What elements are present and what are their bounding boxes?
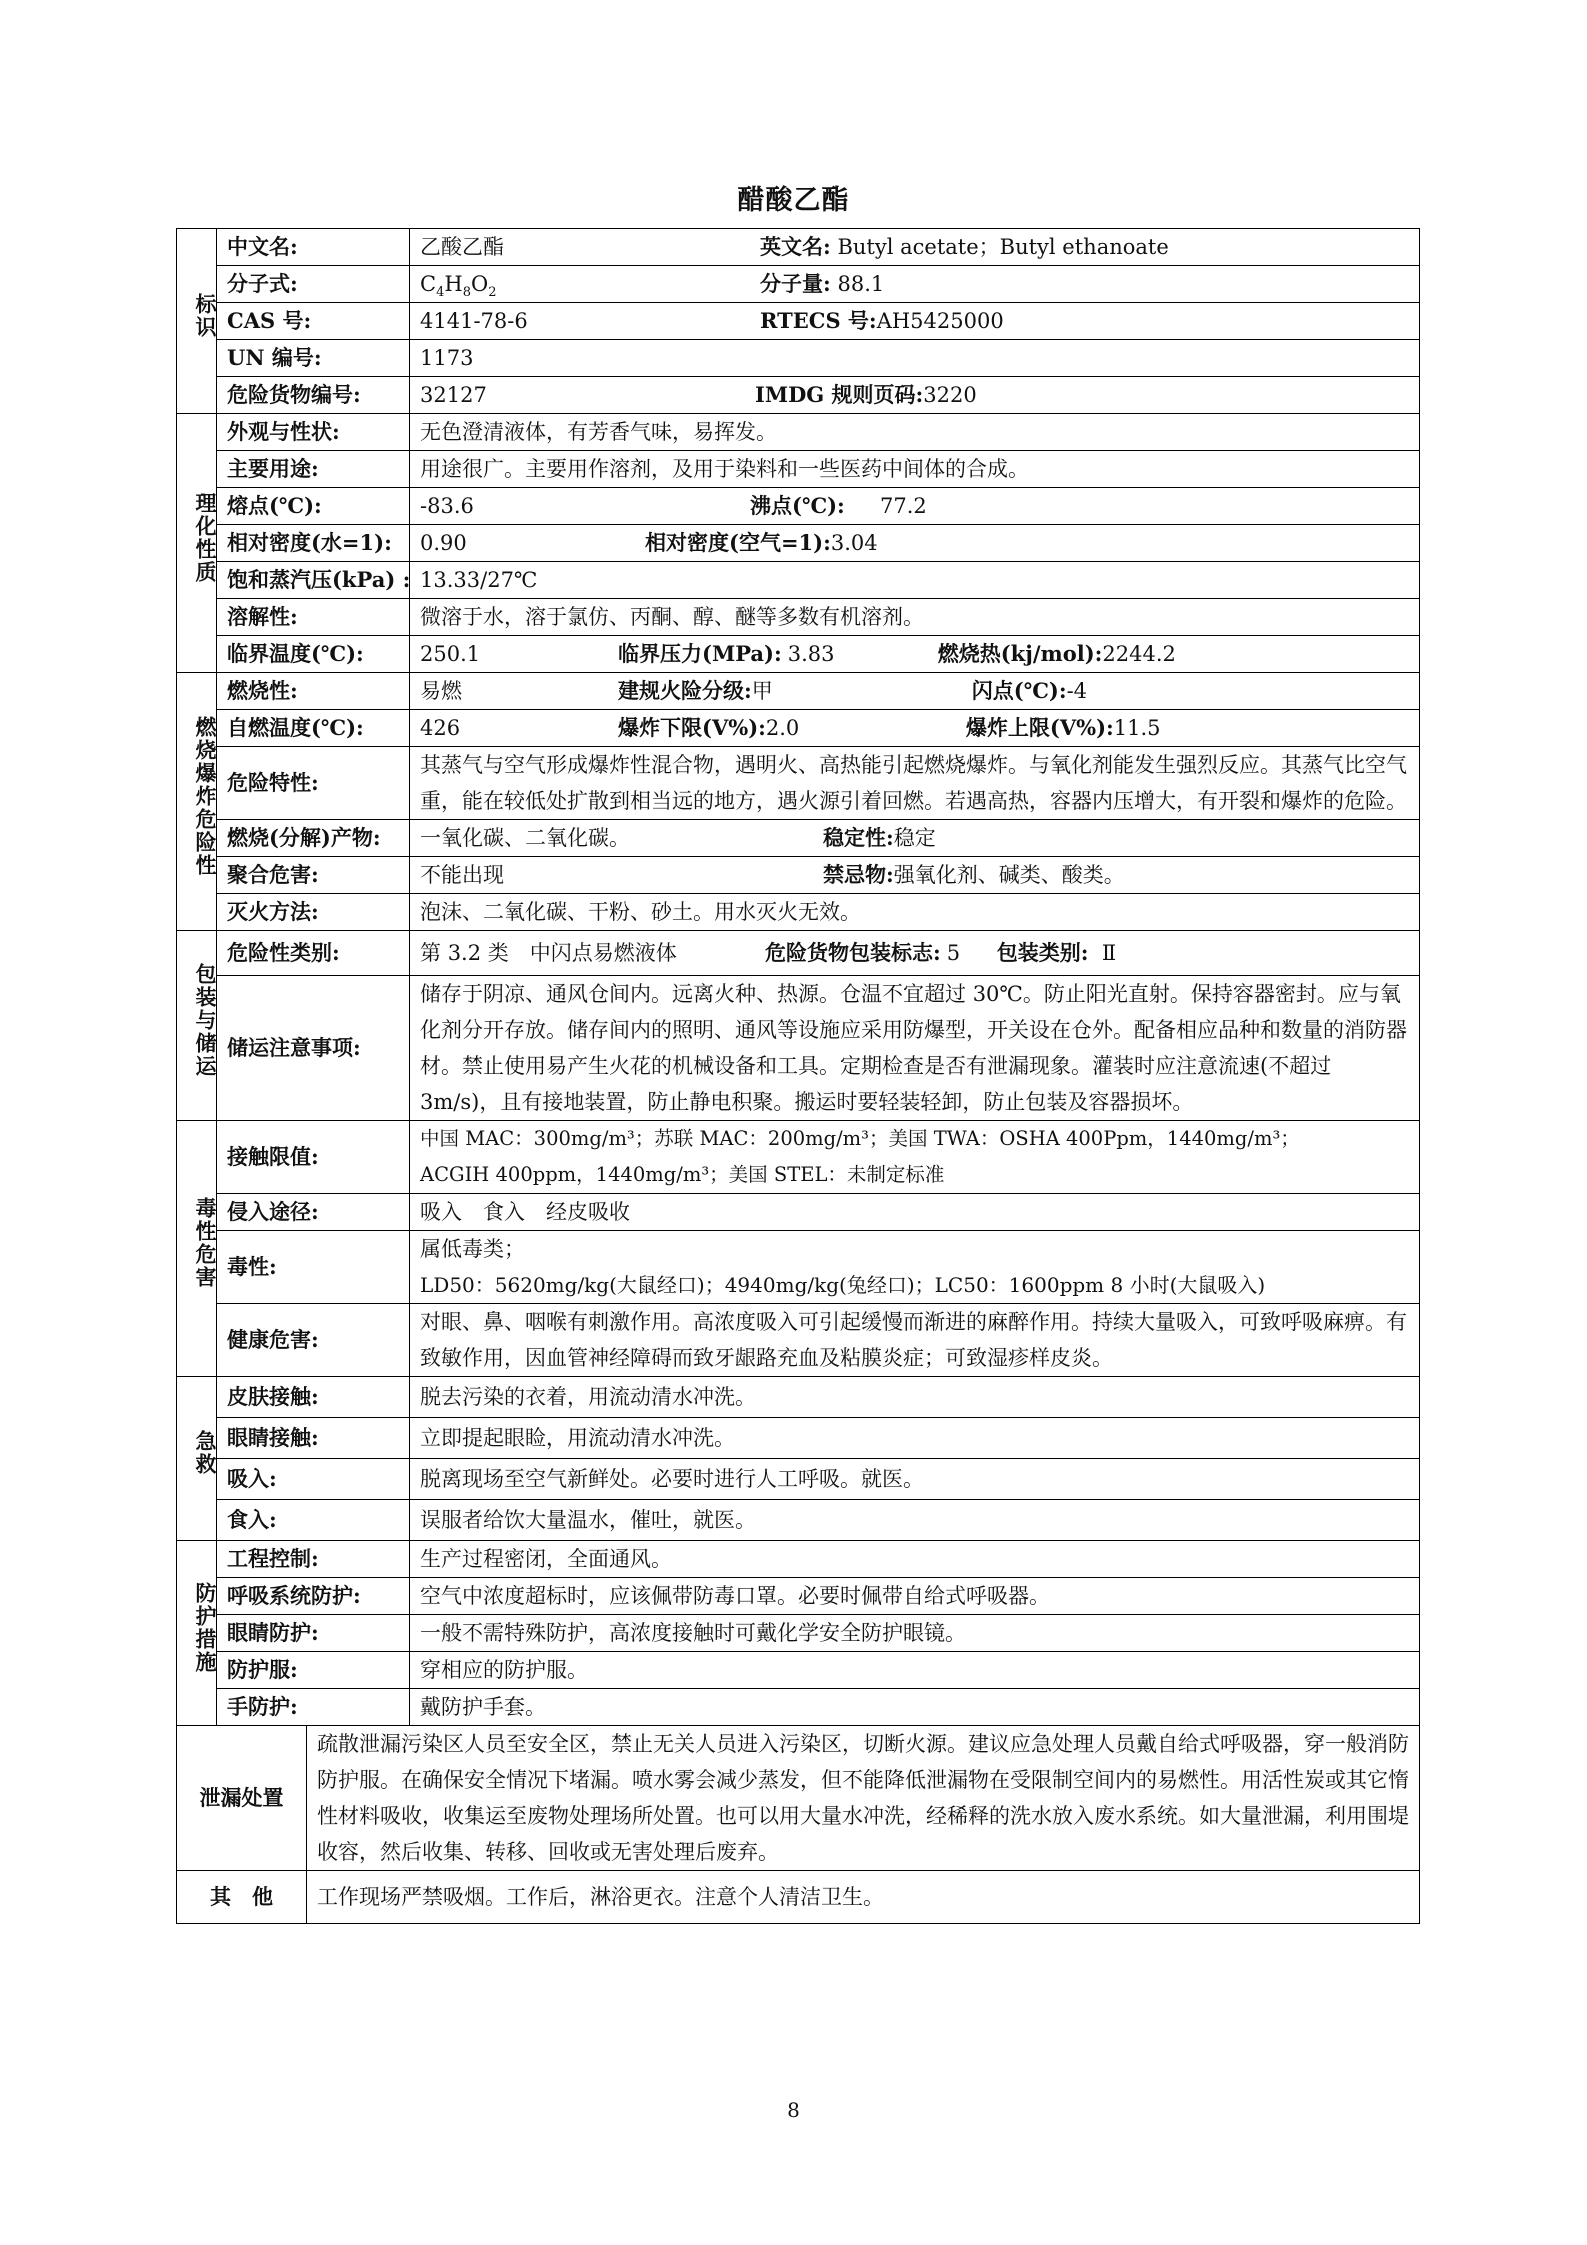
pg-value: Ⅱ [1101, 941, 1117, 965]
appearance-label: 外观与性状: [217, 414, 410, 451]
section-physical: 理化性质 [177, 414, 217, 673]
ct-label: 临界温度(℃): [217, 636, 410, 673]
mark-label: 危险货物包装标志: [765, 940, 941, 965]
poly-value: 不能出现 [420, 863, 505, 887]
incompat-value: 强氧化剂、碱类、酸类。 [893, 863, 1125, 887]
ct-value: 250.1 [420, 642, 481, 666]
inhalation-label: 吸入: [217, 1459, 410, 1500]
mw-value: 88.1 [837, 272, 885, 296]
limit-value-1: 中国 MAC：300mg/m³；苏联 MAC：200mg/m³；美国 TWA：OSHA 400Ppm，1440mg/m³； [420, 1127, 1300, 1150]
ai-label: 自燃温度(℃): [217, 710, 410, 747]
skin-value: 脱去污染的衣着，用流动清水冲洗。 [410, 1377, 1420, 1418]
section-protection: 防护措施 [177, 1541, 217, 1726]
spill-value: 疏散泄漏污染区人员至安全区，禁止无关人员进入污染区，切断火源。建议应急处理人员戴自给式呼吸器，穿一般消防防护服。在确保安全情况下堵漏。喷水雾会减少蒸发，但不能降低泄漏物在受限制空间内的易燃性。用活性炭或其它惰性材料吸收，收集运至废物处理场所处置。也可以用大量水冲洗，经稀释的洗水放入废水系统。如大量泄漏，利用围堤收容，然后收集、转移、回收或无害处理后废弃。 [307, 1726, 1420, 1871]
fp-value: -4 [1066, 679, 1088, 703]
mp-value: -83.6 [420, 494, 474, 518]
other-label: 其 他 [177, 1871, 307, 1924]
products-value: 一氧化碳、二氧化碳。 [420, 826, 631, 850]
storage-label: 储运注意事项: [217, 976, 410, 1121]
flam-label: 燃烧性: [217, 673, 410, 710]
vp-value: 13.33/27℃ [410, 562, 1420, 599]
cas-value: 4141-78-6 [420, 309, 528, 333]
skin-label: 皮肤接触: [217, 1377, 410, 1418]
section-toxicity: 毒性危害 [177, 1121, 217, 1377]
formula-label: 分子式: [217, 266, 410, 303]
hazard-value: 其蒸气与空气形成爆炸性混合物，遇明火、高热能引起燃烧爆炸。与氧化剂能发生强烈反应。其蒸气比空气重，能在较低处扩散到相当远的地方，遇火源引着回燃。若遇高热，容器内压增大，有开裂和爆炸的危险。 [410, 747, 1420, 820]
use-label: 主要用途: [217, 451, 410, 488]
hand-label: 手防护: [217, 1689, 410, 1726]
limit-value-2: ACGIH 400ppm，1440mg/m³；美国 STEL：未制定标准 [420, 1163, 945, 1186]
rtecs-label: RTECS 号: [760, 308, 877, 333]
msds-table [176, 228, 1420, 1924]
page-title: 醋酸乙酯 [737, 185, 850, 216]
tox-value-2: LD50：5620mg/kg(大鼠经口)；4940mg/kg(兔经口)；LC50：1600ppm 8 小时(大鼠吸入) [420, 1273, 1266, 1297]
heat-label: 燃烧热(kj/mol): [937, 641, 1103, 666]
hand-value: 戴防护手套。 [410, 1689, 1420, 1726]
eng-label: 工程控制: [217, 1541, 410, 1578]
health-label: 健康危害: [217, 1304, 410, 1377]
limit-label: 接触限值: [217, 1121, 410, 1194]
eye-prot-value: 一般不需特殊防护，高浓度接触时可戴化学安全防护眼镜。 [410, 1615, 1420, 1652]
pg-label: 包装类别: [996, 940, 1089, 965]
rtecs-value: AH5425000 [876, 309, 1004, 333]
poly-label: 聚合危害: [217, 857, 410, 894]
page-number: 8 [787, 2098, 800, 2122]
cat-value: 第 3.2 类 中闪点易燃液体 [420, 941, 677, 965]
mp-label: 熔点(℃): [217, 488, 410, 525]
spill-label: 泄漏处置 [177, 1726, 307, 1871]
section-packing: 包装与储运 [177, 931, 217, 1121]
resp-label: 呼吸系统防护: [217, 1578, 410, 1615]
vp-label: 饱和蒸汽压(kPa) : [217, 562, 410, 599]
ext-label: 灭火方法: [217, 894, 410, 931]
dg-value: 32127 [420, 383, 487, 407]
cp-value: 3.83 [787, 642, 835, 666]
ingestion-label: 食入: [217, 1500, 410, 1541]
products-label: 燃烧(分解)产物: [217, 820, 410, 857]
imdg-label: IMDG 规则页码: [755, 382, 924, 407]
rd-water-value: 0.90 [420, 531, 467, 555]
body-label: 防护服: [217, 1652, 410, 1689]
stab-label: 稳定性: [823, 825, 894, 850]
cn-name-value: 乙酸乙酯 [420, 235, 505, 259]
cat-label: 危险性类别: [217, 931, 410, 976]
eye-contact-value: 立即提起眼睑，用流动清水冲洗。 [410, 1418, 1420, 1459]
ext-value: 泡沫、二氧化碳、干粉、砂土。用水灭火无效。 [410, 894, 1420, 931]
incompat-label: 禁忌物: [823, 862, 894, 887]
formula-value: $C_4H_8O_2$ [420, 272, 497, 301]
en-name-label: 英文名: [760, 234, 831, 259]
health-value: 对眼、鼻、咽喉有刺激作用。高浓度吸入可引起缓慢而渐进的麻醉作用。持续大量吸入，可致呼吸麻痹。有致敏作用，因血管神经障碍而致牙龈路充血及粘膜炎症；可致湿疹样皮炎。 [410, 1304, 1420, 1377]
body-value: 穿相应的防护服。 [410, 1652, 1420, 1689]
lel-value: 2.0 [765, 716, 800, 740]
section-first-aid: 急救 [177, 1377, 217, 1541]
ai-value: 426 [420, 716, 461, 740]
rd-water-label: 相对密度(水=1): [217, 525, 410, 562]
appearance-value: 无色澄清液体，有芳香气味，易挥发。 [410, 414, 1420, 451]
imdg-value: 3220 [923, 383, 977, 407]
mw-label: 分子量: [760, 271, 831, 296]
use-value: 用途很广。主要用作溶剂，及用于染料和一些医药中间体的合成。 [410, 451, 1420, 488]
cp-label: 临界压力(MPa): [618, 641, 782, 666]
route-label: 侵入途径: [217, 1194, 410, 1231]
eye-contact-label: 眼睛接触: [217, 1418, 410, 1459]
tox-label: 毒性: [217, 1231, 410, 1304]
tox-value-1: 属低毒类； [420, 1237, 526, 1261]
eye-prot-label: 眼睛防护: [217, 1615, 410, 1652]
dg-label: 危险货物编号: [217, 377, 410, 414]
heat-value: 2244.2 [1102, 642, 1176, 666]
en-name-value: Butyl acetate；Butyl ethanoate [837, 235, 1169, 259]
fp-label: 闪点(℃): [971, 678, 1067, 703]
mark-value: 5 [946, 941, 961, 965]
rd-air-value: 3.04 [830, 531, 878, 555]
other-value: 工作现场严禁吸烟。工作后，淋浴更衣。注意个人清洁卫生。 [307, 1871, 1420, 1924]
rd-air-label: 相对密度(空气=1): [645, 530, 831, 555]
un-value: 1173 [410, 340, 1420, 377]
flam-value: 易燃 [420, 679, 463, 703]
bp-value: 77.2 [880, 494, 927, 518]
route-value: 吸入 食入 经皮吸收 [410, 1194, 1420, 1231]
lel-label: 爆炸下限(V%): [618, 715, 766, 740]
hazard-label: 危险特性: [217, 747, 410, 820]
inhalation-value: 脱离现场至空气新鲜处。必要时进行人工呼吸。就医。 [410, 1459, 1420, 1500]
class-label: 建规火险分级: [618, 678, 752, 703]
sol-label: 溶解性: [217, 599, 410, 636]
section-identification: 标识 [177, 229, 217, 414]
class-value: 甲 [751, 679, 773, 703]
un-label: UN 编号: [217, 340, 410, 377]
stab-value: 稳定 [893, 826, 936, 850]
bp-label: 沸点(℃): [750, 493, 845, 518]
storage-value: 储存于阴凉、通风仓间内。远离火种、热源。仓温不宜超过 30℃。防止阳光直射。保持容器密封。应与氧化剂分开存放。储存间内的照明、通风等设施应采用防爆型，开关设在仓外。配备相应品种和数量的消防器材。禁止使用易产生火花的机械设备和工具。定期检查是否有泄漏现象。灌装时应注意流速(不超过 3m/s)，且有接地装置，防止静电积聚。搬运时要轻装轻卸，防止包装及容器损坏。 [410, 976, 1420, 1121]
uel-label: 爆炸上限(V%): [965, 715, 1114, 740]
uel-value: 11.5 [1113, 716, 1161, 740]
resp-value: 空气中浓度超标时，应该佩带防毒口罩。必要时佩带自给式呼吸器。 [410, 1578, 1420, 1615]
cn-name-label: 中文名: [217, 229, 410, 266]
sol-value: 微溶于水，溶于氯仿、丙酮、醇、醚等多数有机溶剂。 [410, 599, 1420, 636]
ingestion-value: 误服者给饮大量温水，催吐，就医。 [410, 1500, 1420, 1541]
section-fire: 燃烧爆炸危险性 [177, 673, 217, 931]
eng-value: 生产过程密闭，全面通风。 [410, 1541, 1420, 1578]
cas-label: CAS 号: [217, 303, 410, 340]
